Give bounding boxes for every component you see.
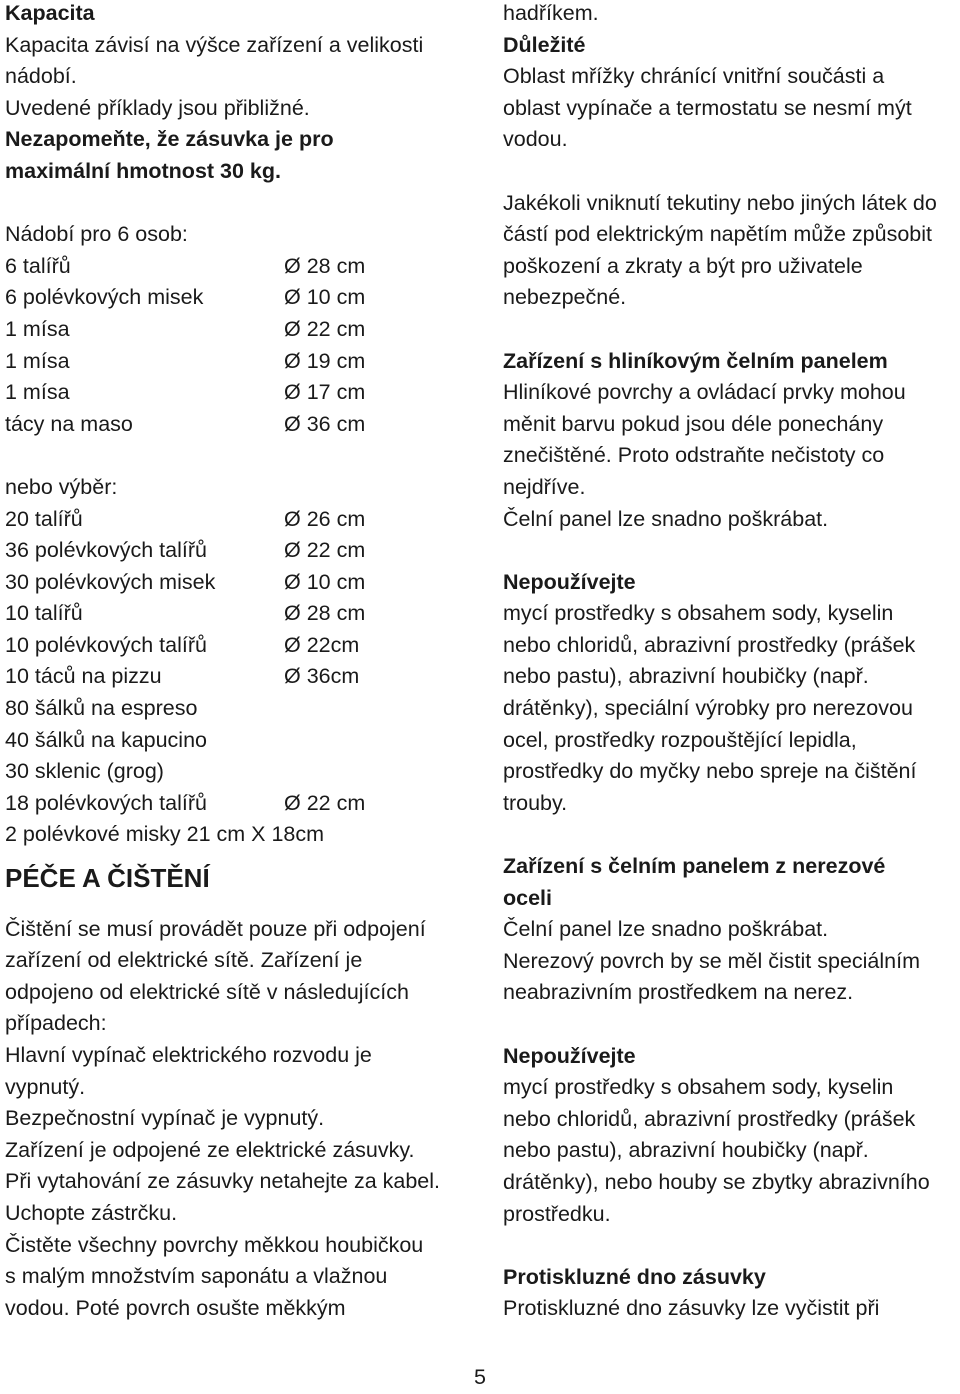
text-line: nejdříve. <box>503 474 586 499</box>
list-item-size: Ø 36 cm <box>284 411 366 436</box>
text-line: odpojeno od elektrické sítě v následujících <box>5 979 409 1004</box>
text-line: Nerezový povrch by se měl čistit speciálním <box>503 948 921 973</box>
text-line: poškození a zkraty a být pro uživatele <box>503 253 863 278</box>
text-line: Jakékoli vniknutí tekutiny nebo jiných látek do <box>503 190 937 215</box>
text-line: prostředky do myčky nebo spreje na čištění <box>503 759 917 784</box>
list-item-name: 20 talířů <box>5 506 83 531</box>
list-item-name: 18 polévkových talířů <box>5 790 207 815</box>
text-line: neabrazivním prostředkem na nerez. <box>503 980 854 1005</box>
text-line: oblast vypínače a termostatu se nesmí mýt <box>503 95 912 120</box>
six-persons-list <box>5 251 475 441</box>
dont-use-title: Nepoužívejte <box>503 1043 636 1068</box>
text-line: nádobí. <box>5 64 77 89</box>
text-line: Bezpečnostní vypínač je vypnutý. <box>5 1106 325 1131</box>
text-line: vodou. <box>503 127 568 152</box>
list-item <box>5 535 475 567</box>
text-line: nebo chloridů, abrazivní prostředky (prášek <box>503 1106 916 1131</box>
text-line: nebo pastu), abrazivní houbičky (např. <box>503 664 869 689</box>
list-item-size: Ø 36cm <box>284 664 360 689</box>
list-item <box>5 377 475 409</box>
text-line: nebo pastu), abrazivní houbičky (např. <box>503 1138 869 1163</box>
list-item <box>5 346 475 378</box>
list-item <box>5 630 475 662</box>
list-item-name: 10 polévkových talířů <box>5 632 207 657</box>
text-line: Protiskluzné dno zásuvky lze vyčistit při <box>503 1296 880 1321</box>
list-item-name: 40 šálků na kapucino <box>5 727 208 752</box>
list-item-last: 2 polévkové misky 21 cm X 18cm <box>5 822 325 847</box>
list-item-name: 10 táců na pizzu <box>5 664 162 689</box>
list-item-name: 1 mísa <box>5 348 70 373</box>
list-item <box>5 598 475 630</box>
text-line: prostředku. <box>503 1201 611 1226</box>
alu-panel-title: Zařízení s hliníkovým čelním panelem <box>503 348 888 373</box>
list-item <box>5 567 475 599</box>
list-item <box>5 282 475 314</box>
text-line: drátěnky), speciální výrobky pro nerezovou <box>503 696 913 721</box>
steel-panel-title: oceli <box>503 885 552 910</box>
list-item <box>5 693 475 725</box>
text-line: Uvedené příklady jsou přibližné. <box>5 95 310 120</box>
left-column <box>5 0 475 1324</box>
text-line: vypnutý. <box>5 1074 86 1099</box>
text-line: Čistěte všechny povrchy měkkou houbičkou <box>5 1232 424 1257</box>
list-item-name: tácy na maso <box>5 411 133 436</box>
list-item-size: Ø 28 cm <box>284 601 366 626</box>
care-heading: PÉČE A ČIŠTĚNÍ <box>5 863 210 894</box>
list-item-name: 6 polévkových misek <box>5 285 204 310</box>
text-line: případech: <box>5 1011 107 1036</box>
right-column <box>503 0 955 1325</box>
text-line: s malým množstvím saponátu a vlažnou <box>5 1264 388 1289</box>
dont-use-title: Nepoužívejte <box>503 569 636 594</box>
text-line: znečištěné. Proto odstraňte nečistoty co <box>503 443 885 468</box>
list-item-name: 30 sklenic (grog) <box>5 759 164 784</box>
list-item-size: Ø 26 cm <box>284 506 366 531</box>
text-line: Kapacita závisí na výšce zařízení a velikosti <box>5 32 424 57</box>
list-item-name: 1 mísa <box>5 380 70 405</box>
text-line: nebezpečné. <box>503 285 627 310</box>
text-line: Oblast mřížky chránící vnitřní součásti a <box>503 64 885 89</box>
list-item-size: Ø 22 cm <box>284 538 366 563</box>
list-item-name: 1 mísa <box>5 316 70 341</box>
text-line: částí pod elektrickým napětím může způsobit <box>503 222 932 247</box>
page-number: 5 <box>474 1365 486 1389</box>
choice-title: nebo výběr: <box>5 474 118 499</box>
list-item-size: Ø 19 cm <box>284 348 366 373</box>
choice-list <box>5 504 475 852</box>
text-line: Čelní panel lze snadno poškrábat. <box>503 506 829 531</box>
list-item <box>5 725 475 757</box>
list-item-size: Ø 22 cm <box>284 790 366 815</box>
text-line: vodou. Poté povrch osušte měkkým <box>5 1295 346 1320</box>
list-item-size: Ø 22cm <box>284 632 360 657</box>
text-line: mycí prostředky s obsahem sody, kyselin <box>503 1075 894 1100</box>
non-slip-title: Protiskluzné dno zásuvky <box>503 1264 766 1289</box>
list-item-name: 36 polévkových talířů <box>5 538 207 563</box>
text-line: Čelní panel lze snadno poškrábat. <box>503 917 829 942</box>
text-line: Čištění se musí provádět pouze při odpojení <box>5 916 426 941</box>
text-line: nebo chloridů, abrazivní prostředky (prášek <box>503 632 916 657</box>
text-line: ocel, prostředky rozpouštějící lepidla, <box>503 727 857 752</box>
text-line-bold: maximální hmotnost 30 kg. <box>5 158 281 183</box>
text-line: mycí prostředky s obsahem sody, kyselin <box>503 601 894 626</box>
text-line: měnit barvu pokud jsou déle ponechány <box>503 411 884 436</box>
text-line: zařízení od elektrické sítě. Zařízení je <box>5 948 363 973</box>
important-title: Důležité <box>503 32 586 57</box>
list-item-size: Ø 10 cm <box>284 285 366 310</box>
text-line: Při vytahování ze zásuvky netahejte za kabel. <box>5 1169 441 1194</box>
list-item-name: 6 talířů <box>5 253 71 278</box>
list-item <box>5 788 475 820</box>
list-item <box>5 251 475 283</box>
text-line: Zařízení je odpojené ze elektrické zásuvky. <box>5 1137 415 1162</box>
list-item <box>5 314 475 346</box>
text-line: drátěnky), nebo houby se zbytky abrazivního <box>503 1169 930 1194</box>
text-line-bold: Nezapomeňte, že zásuvka je pro <box>5 127 334 152</box>
list-item-name: 10 talířů <box>5 601 83 626</box>
text-line: Hliníkové povrchy a ovládací prvky mohou <box>503 380 906 405</box>
text-line: Uchopte zástrčku. <box>5 1200 178 1225</box>
list-item-size: Ø 22 cm <box>284 316 366 341</box>
text-line: trouby. <box>503 790 568 815</box>
list-item <box>5 504 475 536</box>
list-item <box>5 756 475 788</box>
continuation-text: hadříkem. <box>503 1 599 25</box>
list-item-name: 30 polévkových misek <box>5 569 216 594</box>
text-line: Hlavní vypínač elektrického rozvodu je <box>5 1043 372 1067</box>
steel-panel-title: Zařízení s čelním panelem z nerezové <box>503 854 886 879</box>
list-item-size: Ø 10 cm <box>284 569 366 594</box>
list-item-size: Ø 17 cm <box>284 380 366 405</box>
list-item <box>5 661 475 693</box>
capacity-text <box>5 30 475 188</box>
care-text <box>5 914 475 1325</box>
list-item-size: Ø 28 cm <box>284 253 366 278</box>
capacity-title: Kapacita <box>5 1 95 25</box>
six-persons-title: Nádobí pro 6 osob: <box>5 222 188 247</box>
list-item-name: 80 šálků na espreso <box>5 696 198 721</box>
list-item <box>5 409 475 441</box>
